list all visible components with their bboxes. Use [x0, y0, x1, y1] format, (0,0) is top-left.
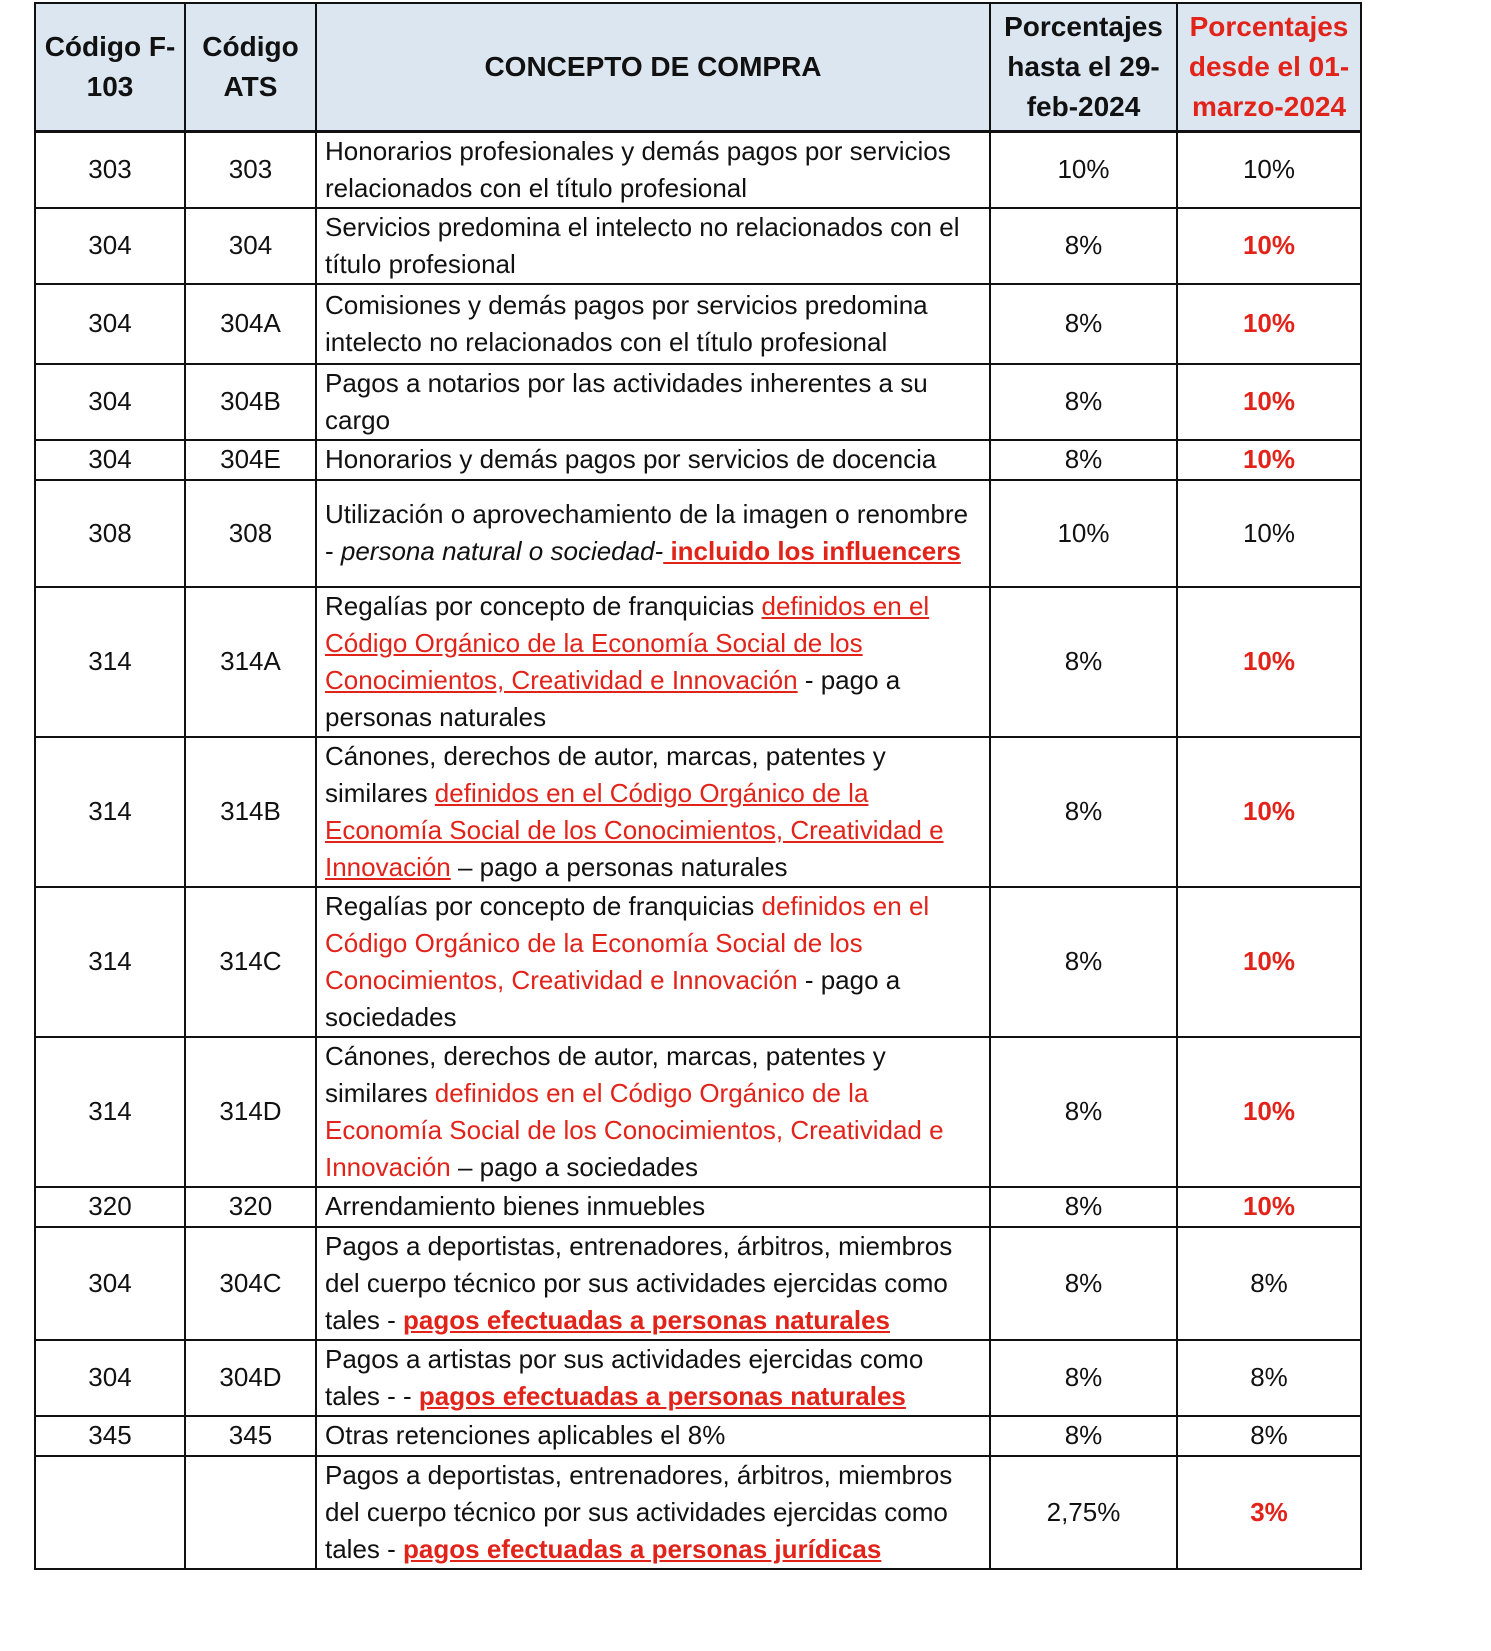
- cell-porcentaje-hasta: 10%: [990, 480, 1177, 587]
- cell-concepto: [316, 1456, 990, 1569]
- cell-codigo-f103: 304: [35, 284, 185, 364]
- table-row: [35, 587, 1361, 737]
- cell-codigo-ats: 345: [185, 1416, 316, 1456]
- cell-codigo-f103: 303: [35, 131, 185, 208]
- cell-porcentaje-desde: 10%: [1177, 480, 1361, 587]
- concepto-text: Regalías por concepto de franquicias: [325, 590, 762, 621]
- cell-codigo-ats: 304A: [185, 284, 316, 364]
- cell-codigo-ats: 314C: [185, 887, 316, 1037]
- header-concepto: CONCEPTO DE COMPRA: [316, 3, 990, 131]
- cell-codigo-ats: 314A: [185, 587, 316, 737]
- cell-porcentaje-hasta: 8%: [990, 1037, 1177, 1187]
- cell-concepto: [316, 480, 990, 587]
- table-row: [35, 1340, 1361, 1416]
- cell-concepto: [316, 1037, 990, 1187]
- cell-porcentaje-desde: 10%: [1177, 284, 1361, 364]
- cell-codigo-ats: 304D: [185, 1340, 316, 1416]
- cell-porcentaje-hasta: 8%: [990, 440, 1177, 480]
- cell-porcentaje-desde: 10%: [1177, 587, 1361, 737]
- cell-codigo-ats: 304E: [185, 440, 316, 480]
- concepto-text: Utilización o aprovechamiento de la imagen o renombre -: [325, 499, 969, 566]
- cell-concepto: [316, 1187, 990, 1227]
- concepto-text: definidos en el Código Orgánico de la Economía Social de los Conocimientos, Creatividad e Innovación: [325, 890, 930, 995]
- table-row: [35, 1037, 1361, 1187]
- cell-codigo-f103: 320: [35, 1187, 185, 1227]
- cell-porcentaje-desde: 10%: [1177, 364, 1361, 440]
- cell-porcentaje-hasta: 8%: [990, 1340, 1177, 1416]
- concepto-text: Comisiones y demás pagos por servicios predomina intelecto no relacionados con el título profesional: [325, 289, 928, 357]
- cell-concepto: [316, 1227, 990, 1340]
- table-row: [35, 364, 1361, 440]
- cell-porcentaje-desde: 10%: [1177, 737, 1361, 887]
- concepto-text: Honorarios profesionales y demás pagos por servicios relacionados con el título profesional: [325, 135, 951, 203]
- table-row: [35, 737, 1361, 887]
- concepto-text: – pago a sociedades: [450, 1151, 698, 1182]
- cell-codigo-f103: 304: [35, 208, 185, 284]
- cell-porcentaje-hasta: 8%: [990, 887, 1177, 1037]
- concepto-text: Cánones, derechos de autor, marcas, patentes y similares: [325, 1040, 886, 1108]
- cell-codigo-f103: 314: [35, 887, 185, 1037]
- cell-concepto: [316, 208, 990, 284]
- concepto-text: definidos en el Código Orgánico de la Economía Social de los Conocimientos, Creatividad e Innovación: [325, 590, 930, 695]
- cell-concepto: [316, 737, 990, 887]
- concepto-text: Pagos a deportistas, entrenadores, árbitros, miembros del cuerpo técnico por sus actividades ejercidas como tales -: [325, 1459, 953, 1564]
- table-row: [35, 208, 1361, 284]
- concepto-text: Regalías por concepto de franquicias: [325, 890, 762, 921]
- cell-codigo-f103: [35, 1456, 185, 1569]
- concepto-text: Pagos a artistas por sus actividades ejercidas como tales - -: [325, 1343, 924, 1411]
- concepto-text: - pago a personas naturales: [325, 664, 901, 732]
- concepto-text: pagos efectuadas a personas naturales: [403, 1304, 890, 1335]
- cell-codigo-f103: 304: [35, 1340, 185, 1416]
- cell-porcentaje-hasta: 2,75%: [990, 1456, 1177, 1569]
- cell-codigo-ats: 320: [185, 1187, 316, 1227]
- concepto-text: Pagos a deportistas, entrenadores, árbitros, miembros del cuerpo técnico por sus actividades ejercidas como tales -: [325, 1230, 953, 1335]
- cell-porcentaje-hasta: 8%: [990, 364, 1177, 440]
- concepto-text: definidos en el Código Orgánico de la Economía Social de los Conocimientos, Creatividad e Innovación: [325, 1077, 944, 1182]
- table-row: [35, 1456, 1361, 1569]
- concepto-text: Pagos a notarios por las actividades inherentes a su cargo: [325, 367, 928, 435]
- cell-porcentaje-hasta: 8%: [990, 1227, 1177, 1340]
- cell-concepto: [316, 364, 990, 440]
- cell-porcentaje-hasta: 8%: [990, 284, 1177, 364]
- cell-codigo-ats: 304: [185, 208, 316, 284]
- cell-codigo-f103: 304: [35, 1227, 185, 1340]
- header-codigo-f103: Código F-103: [35, 3, 185, 131]
- cell-codigo-ats: 314D: [185, 1037, 316, 1187]
- cell-concepto: [316, 1416, 990, 1456]
- concepto-text: incluido los influencers: [663, 536, 961, 566]
- cell-porcentaje-desde: 10%: [1177, 440, 1361, 480]
- retention-table: [34, 2, 1362, 1570]
- cell-porcentaje-desde: 10%: [1177, 208, 1361, 284]
- table-row: [35, 284, 1361, 364]
- cell-codigo-ats: 304B: [185, 364, 316, 440]
- header-row: [35, 3, 1361, 131]
- concepto-text: – pago a personas naturales: [450, 851, 788, 882]
- table-row: [35, 1227, 1361, 1340]
- concepto-text: Otras retenciones aplicables el 8%: [325, 1420, 726, 1450]
- cell-concepto: [316, 587, 990, 737]
- cell-porcentaje-desde: 10%: [1177, 1187, 1361, 1227]
- header-codigo-ats: Código ATS: [185, 3, 316, 131]
- table-row: [35, 887, 1361, 1037]
- concepto-text: Arrendamiento bienes inmuebles: [325, 1191, 706, 1221]
- cell-codigo-f103: 314: [35, 587, 185, 737]
- concepto-text: Honorarios y demás pagos por servicios de docencia: [325, 444, 937, 474]
- cell-porcentaje-desde: 10%: [1177, 131, 1361, 208]
- concepto-text: Servicios predomina el intelecto no relacionados con el título profesional: [325, 211, 960, 279]
- concepto-text: pagos efectuadas a personas naturales: [418, 1380, 906, 1411]
- concepto-text: Cánones, derechos de autor, marcas, patentes y similares: [325, 740, 886, 808]
- cell-porcentaje-desde: 8%: [1177, 1340, 1361, 1416]
- cell-codigo-f103: 304: [35, 364, 185, 440]
- cell-codigo-ats: 304C: [185, 1227, 316, 1340]
- header-porcentaje-desde: Porcentajes desde el 01-marzo-2024: [1177, 3, 1361, 131]
- table-row: [35, 440, 1361, 480]
- cell-porcentaje-desde: 8%: [1177, 1416, 1361, 1456]
- cell-porcentaje-desde: 3%: [1177, 1456, 1361, 1569]
- cell-porcentaje-hasta: 8%: [990, 737, 1177, 887]
- concepto-text: definidos en el Código Orgánico de la Economía Social de los Conocimientos, Creatividad e Innovación: [325, 777, 944, 882]
- cell-concepto: [316, 440, 990, 480]
- cell-porcentaje-hasta: 8%: [990, 587, 1177, 737]
- cell-codigo-f103: 314: [35, 737, 185, 887]
- cell-porcentaje-hasta: 10%: [990, 131, 1177, 208]
- cell-porcentaje-desde: 10%: [1177, 887, 1361, 1037]
- table-row: [35, 1416, 1361, 1456]
- cell-porcentaje-desde: 8%: [1177, 1227, 1361, 1340]
- table-row: [35, 131, 1361, 208]
- cell-concepto: [316, 887, 990, 1037]
- cell-codigo-ats: 308: [185, 480, 316, 587]
- cell-porcentaje-hasta: 8%: [990, 1416, 1177, 1456]
- cell-concepto: [316, 284, 990, 364]
- concepto-text: persona natural o sociedad-: [340, 536, 664, 566]
- concepto-text: - pago a sociedades: [325, 964, 901, 1032]
- cell-codigo-ats: [185, 1456, 316, 1569]
- header-porcentaje-hasta: Porcentajes hasta el 29-feb-2024: [990, 3, 1177, 131]
- table-row: [35, 1187, 1361, 1227]
- cell-codigo-ats: 314B: [185, 737, 316, 887]
- cell-codigo-f103: 304: [35, 440, 185, 480]
- cell-codigo-ats: 303: [185, 131, 316, 208]
- cell-codigo-f103: 314: [35, 1037, 185, 1187]
- cell-codigo-f103: 308: [35, 480, 185, 587]
- concepto-text: pagos efectuadas a personas jurídicas: [403, 1533, 882, 1564]
- cell-porcentaje-desde: 10%: [1177, 1037, 1361, 1187]
- cell-concepto: [316, 1340, 990, 1416]
- cell-porcentaje-hasta: 8%: [990, 208, 1177, 284]
- cell-codigo-f103: 345: [35, 1416, 185, 1456]
- cell-concepto: [316, 131, 990, 208]
- table-row: [35, 480, 1361, 587]
- cell-porcentaje-hasta: 8%: [990, 1187, 1177, 1227]
